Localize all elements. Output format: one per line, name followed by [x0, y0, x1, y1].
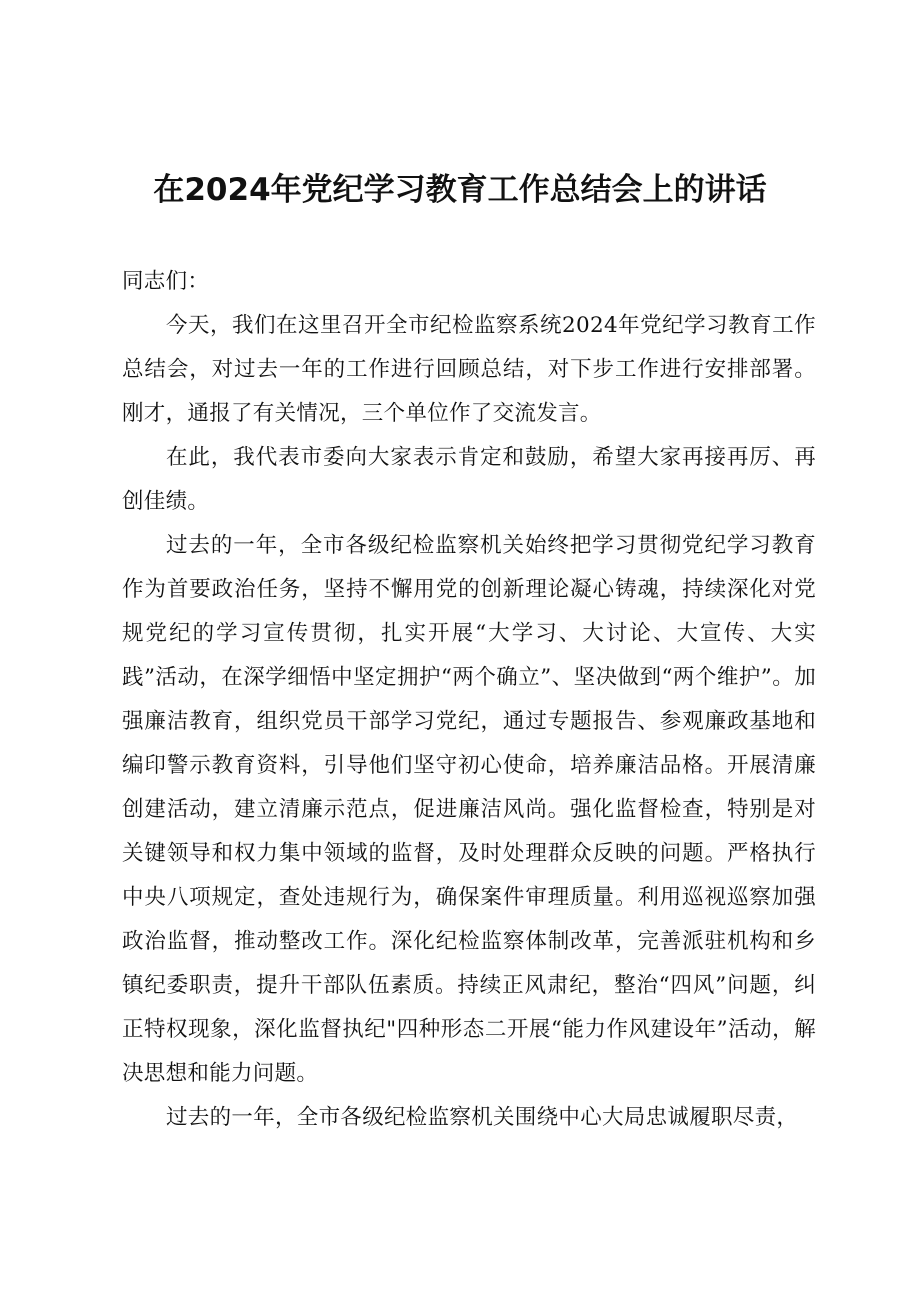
- document-title: 在2024年党纪学习教育工作总结会上的讲话: [153, 172, 767, 208]
- paragraph-review: 过去的一年，全市各级纪检监察机关始终把学习贯彻党纪学习教育作为首要政治任务，坚持不懈用党的创新理论凝心铸魂，持续深化对党规党纪的学习宣传贯彻，扎实开展“大学习、大讨论、大宣传、大实践”活动，在深学细悟中坚定拥护“两个确立”、坚决做到“两个维护”。加强廉洁教育，组织党员干部学习党纪，通过专题报告、参观廉政基地和编印警示教育资料，引导他们坚守初心使命，培养廉洁品格。开展清廉创建活动，建立清廉示范点，促进廉洁风尚。强化监督检查，特别是对关键领导和权力集中领域的监督，及时处理群众反映的问题。严格执行中央八项规定，查处违规行为，确保案件审理质量。利用巡视巡察加强政治监督，推动整改工作。深化纪检监察体制改革，完善派驻机构和乡镇纪委职责，提升干部队伍素质。持续正风肃纪，整治“四风”问题，纠正特权现象，深化监督执纪"四种形态二开展“能力作风建设年”活动，解决思想和能力问题。: [122, 533, 816, 1086]
- document-body: [122, 260, 816, 1140]
- salutation: 同志们：: [122, 269, 210, 294]
- paragraph-continued: 过去的一年，全市各级纪检监察机关围绕中心大局忠诚履职尽责，: [166, 1105, 799, 1130]
- paragraph-encouragement: 在此，我代表市委向大家表示肯定和鼓励，希望大家再接再厉、再创佳绩。: [122, 445, 816, 514]
- paragraph-opening: 今天，我们在这里召开全市纪检监察系统2024年党纪学习教育工作总结会，对过去一年的工作进行回顾总结，对下步工作进行安排部署。刚才，通报了有关情况，三个单位作了交流发言。: [122, 313, 816, 426]
